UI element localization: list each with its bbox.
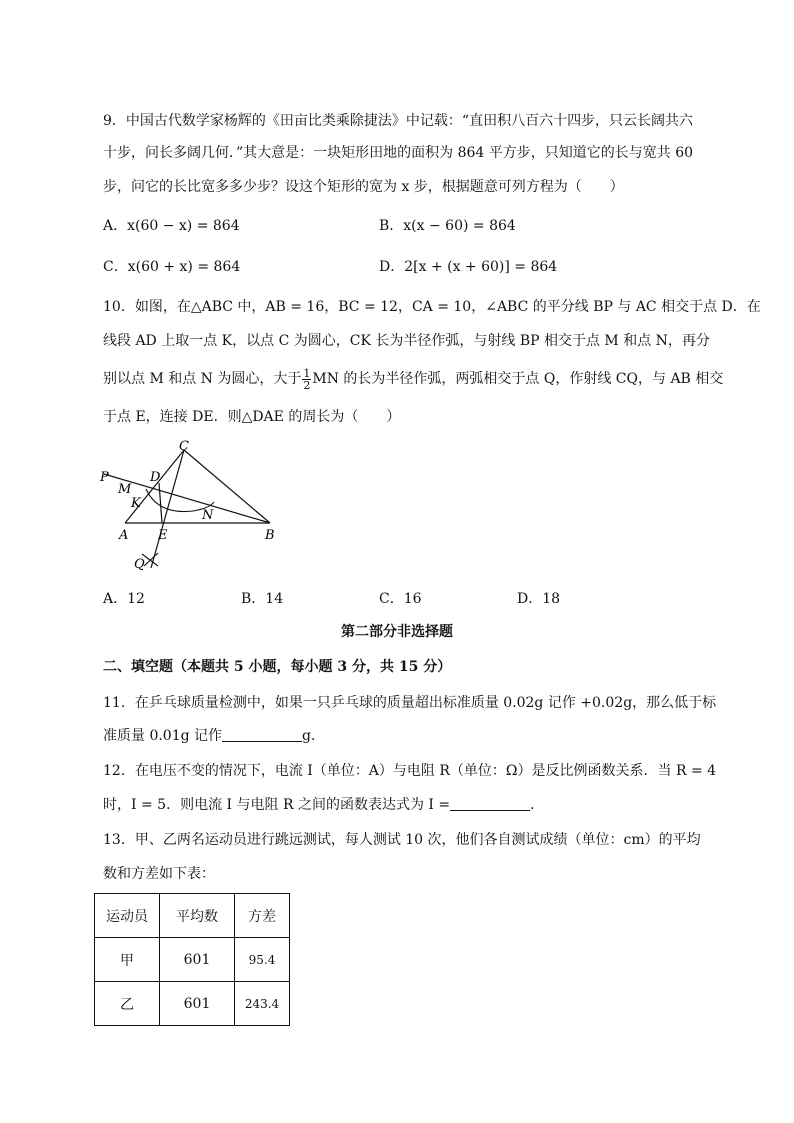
score-table: [94, 893, 290, 1026]
q13-line-1: 13．甲、乙两名运动员进行跳远测试，每人测试 10 次，他们各自测试成绩（单位：cm）的平均: [103, 832, 701, 848]
table-header-row: [95, 894, 290, 938]
table-cell: 243.4: [235, 982, 290, 1026]
q11-line-2: [103, 725, 703, 747]
label-k: K: [131, 496, 141, 511]
part-two-title: 第二部分非选择题: [341, 624, 453, 640]
label-p: P: [100, 470, 109, 485]
q11-line-2-pre: 准质量 0.01g 记作: [103, 728, 223, 744]
segment-ca: [125, 450, 184, 523]
q9-option-d: D．2[x + (x + 60)] = 864: [379, 259, 558, 275]
q10-option-d: D．18: [517, 591, 561, 607]
fraction-numerator: 1: [303, 366, 311, 380]
q10-line-2: 线段 AD 上取一点 K，以点 C 为圆心，CK 长为半径作弧，与射线 BP 相交于点 M 和点 N，再分: [103, 333, 710, 349]
q10-line-3-pre: 别以点 M 和点 N 为圆心，大于: [103, 371, 302, 387]
q9-line-1: 9．中国古代数学家杨辉的《田亩比类乘除捷法》中记载：“直田积八百六十四步，只云长阔共六: [103, 113, 694, 129]
one-half-fraction: [302, 368, 311, 391]
q10-line-3: [103, 362, 724, 396]
section-fill-blank-heading: 二、填空题（本题共 5 小题，每小题 3 分，共 15 分）: [103, 659, 452, 675]
q12-line-1: 12．在电压不变的情况下，电流 I（单位：A）与电阻 R（单位：Ω）是反比例函数关系．当 R = 4: [103, 763, 717, 779]
q12-answer-blank: [450, 796, 530, 811]
table-cell: 95.4: [235, 938, 290, 982]
q9-option-a: A．x(60 − x) = 864: [103, 218, 240, 234]
label-e: E: [158, 528, 168, 543]
label-c: C: [179, 440, 189, 454]
q9-option-b: B．x(x − 60) = 864: [379, 218, 516, 234]
q10-line-1: 10．如图，在△ABC 中，AB = 16，BC = 12，CA = 10，∠ABC 的平分线 BP 与 AC 相交于点 D．在: [103, 299, 761, 315]
table-cell: 601: [160, 938, 235, 982]
triangle-figure: [98, 440, 298, 580]
q12-line-2: [103, 794, 703, 816]
q13-line-2: 数和方差如下表：: [103, 866, 215, 882]
label-a: A: [119, 528, 129, 543]
q11-line-2-post: g．: [302, 728, 326, 744]
q11-line-1: 11．在乒乓球质量检测中，如果一只乒乓球的质量超出标准质量 0.02g 记作 +0.02g，那么低于标: [103, 695, 717, 711]
q10-option-c: C．16: [379, 591, 422, 607]
q12-line-2-pre: 时，I = 5．则电流 I 与电阻 R 之间的函数表达式为 I =: [103, 797, 451, 813]
table-header-cell: 方差: [235, 894, 290, 938]
table-header-cell: 平均数: [160, 894, 235, 938]
label-d: D: [150, 470, 161, 485]
segment-de: [159, 483, 162, 523]
q12-line-2-post: ．: [530, 797, 545, 813]
q9-line-3: 步，问它的长比宽多多少步？设这个矩形的宽为 x 步，根据题意可列方程为（ ）: [103, 179, 624, 195]
q10-line-4: 于点 E，连接 DE．则△DAE 的周长为（ ）: [103, 409, 401, 425]
label-n: N: [202, 508, 214, 523]
table-cell: 甲: [95, 938, 160, 982]
q9-line-2: 十步，问长多阔几何．”其大意是：一块矩形田地的面积为 864 平方步，只知道它的长与宽共 60: [103, 145, 694, 161]
table-header-cell: 运动员: [95, 894, 160, 938]
label-m: M: [118, 482, 132, 497]
table-cell: 601: [160, 982, 235, 1026]
segment-bc: [184, 450, 270, 523]
fraction-denominator: 2: [303, 378, 311, 392]
q11-answer-blank: [222, 727, 302, 742]
table-row: [95, 938, 290, 982]
table-row: [95, 982, 290, 1026]
q9-option-c: C．x(60 + x) = 864: [103, 259, 241, 275]
q10-line-3-post: MN 的长为半径作弧，两弧相交于点 Q，作射线 CQ，与 AB 相交: [312, 371, 724, 387]
q10-option-b: B．14: [241, 591, 284, 607]
label-b: B: [265, 528, 275, 543]
table-cell: 乙: [95, 982, 160, 1026]
q10-option-a: A．12: [103, 591, 145, 607]
label-q: Q: [134, 557, 145, 572]
